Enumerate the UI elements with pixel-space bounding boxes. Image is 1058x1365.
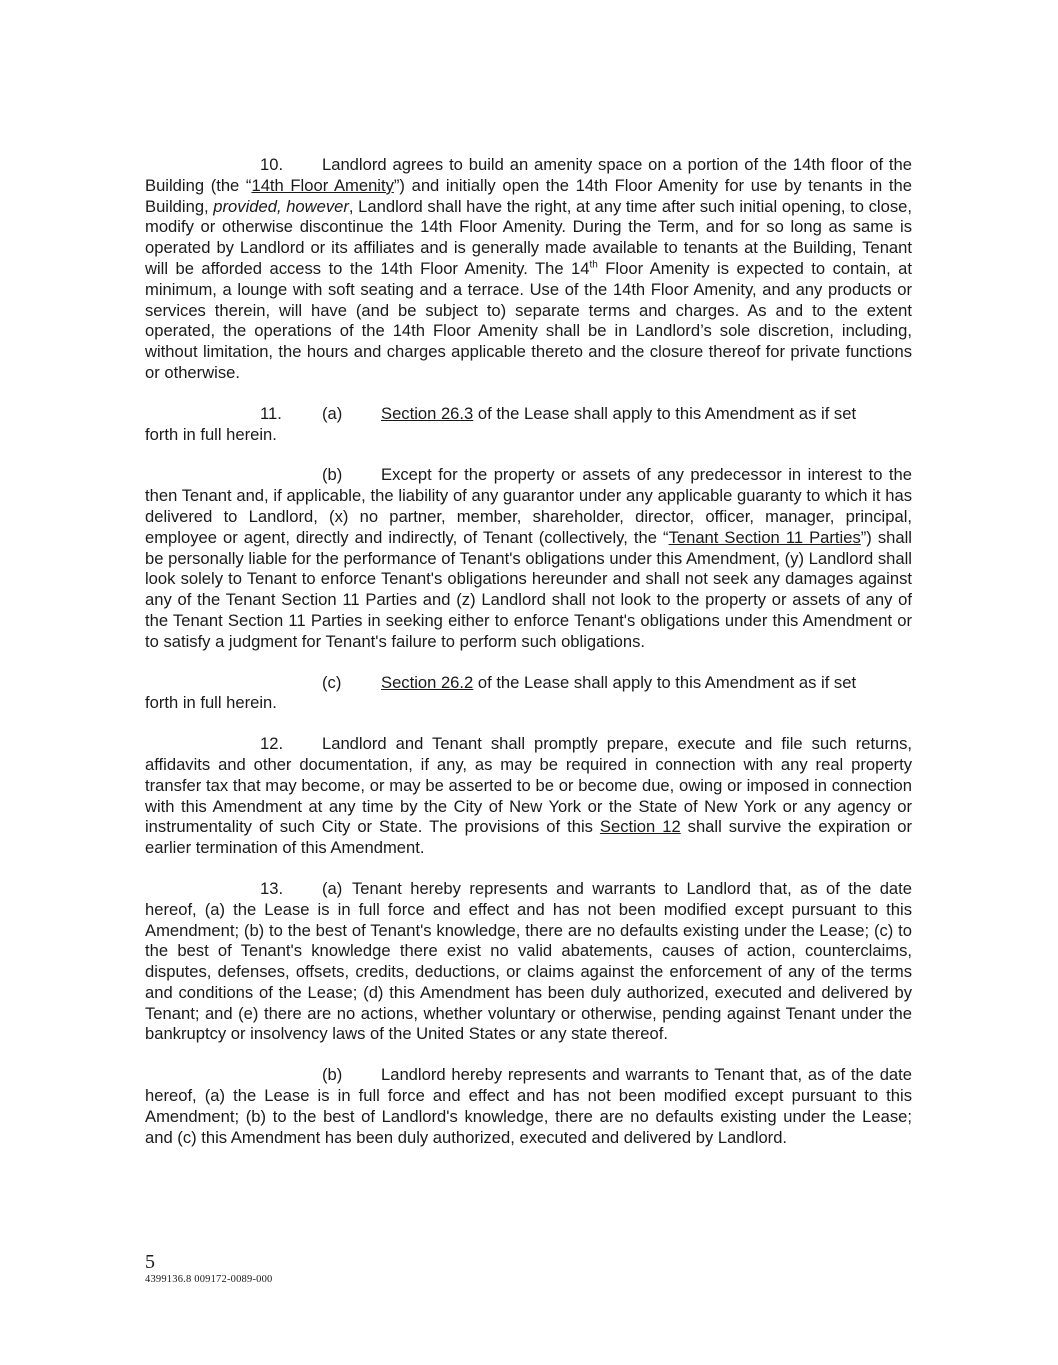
section-12: 12. Landlord and Tenant shall promptly prepare, execute and file such returns, affidavits and other documentation, if any, as may be required in connection with any real property transfer tax that may become, or may be asserted to be or become due, owing or imposed in connection with this Amendment at any time by the City of New York or the State of New York or any agency or instrumentality of such City or State. The provisions of this Section 12 shall survive the expiration or earlier termination of this Amendment. xyxy=(145,734,912,858)
subsection-label: (a) xyxy=(322,878,343,898)
section-reference: Section 26.2 xyxy=(381,672,474,692)
section-number: 11. xyxy=(260,403,282,423)
subsection-label: (b) xyxy=(322,465,343,485)
page-number: 5 xyxy=(145,1251,155,1273)
section-reference: Section 12 xyxy=(599,817,681,837)
section-11c: (c) Section 26.2 of the Lease shall apply to this Amendment as if set forth in full herein. xyxy=(145,672,857,713)
section-number: 10. xyxy=(260,155,284,174)
section-13b: (b) Landlord hereby represents and warrants to Tenant that, as of the date hereof, (a) the Lease is in full force and effect and has not been modified except pursuant to this Amendment; (b) to the best of Landlord's knowledge, there are no defaults existing under the Lease; and (c) this Amendment has been duly authorized, executed and delivered by Landlord. xyxy=(145,1065,912,1147)
section-13a: 13. (a) Tenant hereby represents and warrants to Landlord that, as of the date hereof, (a) the Lease is in full force and effect and has not been modified except pursuant to this Amendment; (b) to the best of Tenant's knowledge, there are no defaults existing under the Lease; (c) to the best of Tenant's knowledge there exist no valid abatements, causes of action, counterclaims, disputes, defenses, offsets, credits, deductions, or claims against the enforcement of any of the terms and conditions of the Lease; (d) this Amendment has been duly authorized, executed and delivered by Tenant; and (e) there are no actions, whether voluntary or otherwise, pending against Tenant under the bankruptcy or insolvency laws of the United States or any state thereof. xyxy=(145,878,912,1044)
section-10: 10. Landlord agrees to build an amenity space on a portion of the 14th floor of the Building (the “14th Floor Amenity”) and initially open the 14th Floor Amenity for use by tenants in the Building, provided, however, Landlord shall have the right, at any time after such initial opening, to close, modify or otherwise discontinue the 14th Floor Amenity. During the Term, and for so long as same is operated by Landlord or its affiliates and is generally made available to tenants at the Building, Tenant will be afforded access to the 14th Floor Amenity. The 14th Floor Amenity is expected to contain, at minimum, a lounge with soft seating and a terrace. Use of the 14th Floor Amenity, and any products or services therein, will have (and be subject to) separate terms and charges. As and to the extent operated, the operations of the 14th Floor Amenity shall be in Landlord’s sole discretion, including, without limitation, the hours and charges applicable thereto and the closure thereof for private functions or otherwise. xyxy=(145,155,912,382)
section-reference: Section 26.3 xyxy=(381,403,474,423)
section-11b: (b) Except for the property or assets of any predecessor in interest to the then Tenant and, if applicable, the liability of any guarantor under any applicable guaranty to which it has delivered to Landlord, (x) no partner, member, shareholder, director, officer, manager, principal, employee or agent, directly and indirectly, of Tenant (collectively, the “Tenant Section 11 Parties”) shall be personally liable for the performance of Tenant's obligations under this Amendment, (y) Landlord shall look solely to Tenant to enforce Tenant's obligations hereunder and shall not seek any damages against any of the Tenant Section 11 Parties and (z) Landlord shall not look to the property or assets of any of the Tenant Section 11 Parties in seeking either to enforce Tenant's obligations under this Amendment or to satisfy a judgment for Tenant's failure to perform such obligations. xyxy=(145,465,912,651)
section-number: 13. xyxy=(260,878,284,898)
document-page xyxy=(145,155,912,1148)
section-11a: 11. (a) Section 26.3 of the Lease shall apply to this Amendment as if set forth in full herein. xyxy=(145,403,857,444)
subsection-label: (a) xyxy=(322,403,343,423)
defined-term: Tenant Section 11 Parties xyxy=(668,527,861,547)
subsection-label: (c) xyxy=(322,672,342,692)
subsection-label: (b) xyxy=(322,1065,343,1085)
page-footer xyxy=(145,1251,273,1287)
section-number: 12. xyxy=(260,734,284,754)
defined-term: 14th Floor Amenity xyxy=(251,175,394,195)
document-code: 4399136.8 009172-0089-000 xyxy=(145,1274,273,1285)
